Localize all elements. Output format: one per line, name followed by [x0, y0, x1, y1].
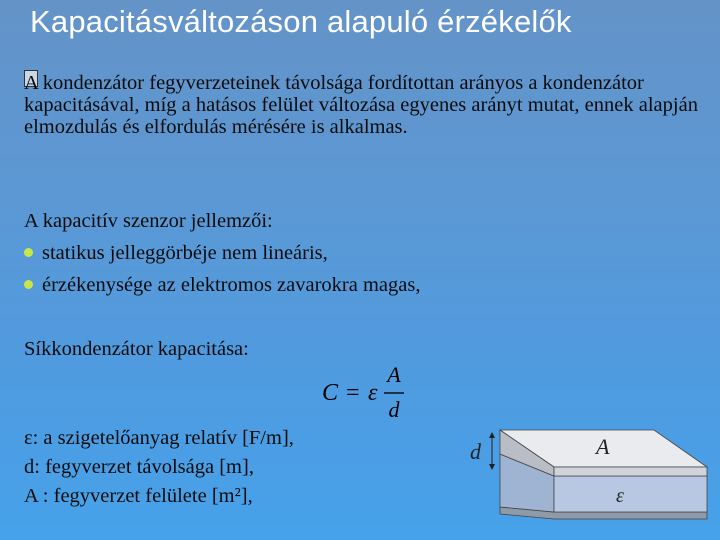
slide-title: Kapacitásváltozáson alapuló érzékelők — [30, 4, 572, 39]
arrow-up-icon — [489, 432, 495, 438]
plate-capacitor-diagram — [464, 424, 714, 524]
intro-paragraph: A kondenzátor fegyverzeteinek távolsága fordítottan arányos a kondenzátor kapacitásával, míg a hatásos felület változása egyenes arányt mutat, ennek alapján elmozdulás és elfordulás mérésére is alkalmas. — [24, 72, 698, 138]
bullet-dot-icon — [24, 280, 33, 289]
arrow-down-icon — [489, 464, 495, 470]
bullet-text: statikus jelleggörbéje nem lineáris, — [42, 242, 328, 264]
definitions-list — [24, 424, 294, 511]
formula-epsilon: ε — [368, 380, 378, 406]
capacitance-formula — [320, 362, 420, 422]
bullet-item — [24, 274, 420, 296]
definition-d: d: fegyverzet távolsága [m], — [24, 456, 254, 478]
capacitance-heading: Síkkondenzátor kapacitása: — [24, 338, 249, 360]
definition-A: A : fegyverzet felülete [m²], — [24, 485, 253, 507]
bullet-item — [24, 242, 328, 264]
formula-numerator: A — [387, 362, 401, 387]
bullet-dot-icon — [24, 248, 33, 257]
diagram-label-A: A — [596, 434, 610, 459]
properties-heading: A kapacitív szenzor jellemzői: — [24, 210, 273, 232]
definition-epsilon: ε: a szigetelőanyag relatív [F/m], — [24, 427, 294, 449]
formula-equals: = — [346, 380, 360, 406]
diagram-label-d: d — [470, 439, 481, 464]
formula-lhs: C — [322, 380, 339, 406]
formula-denominator: d — [388, 397, 400, 422]
diagram-label-epsilon: ε — [616, 485, 624, 507]
bullet-text: érzékenysége az elektromos zavarokra magas, — [42, 274, 421, 296]
top-plate-edge — [554, 467, 707, 476]
dielectric-front — [554, 476, 707, 512]
